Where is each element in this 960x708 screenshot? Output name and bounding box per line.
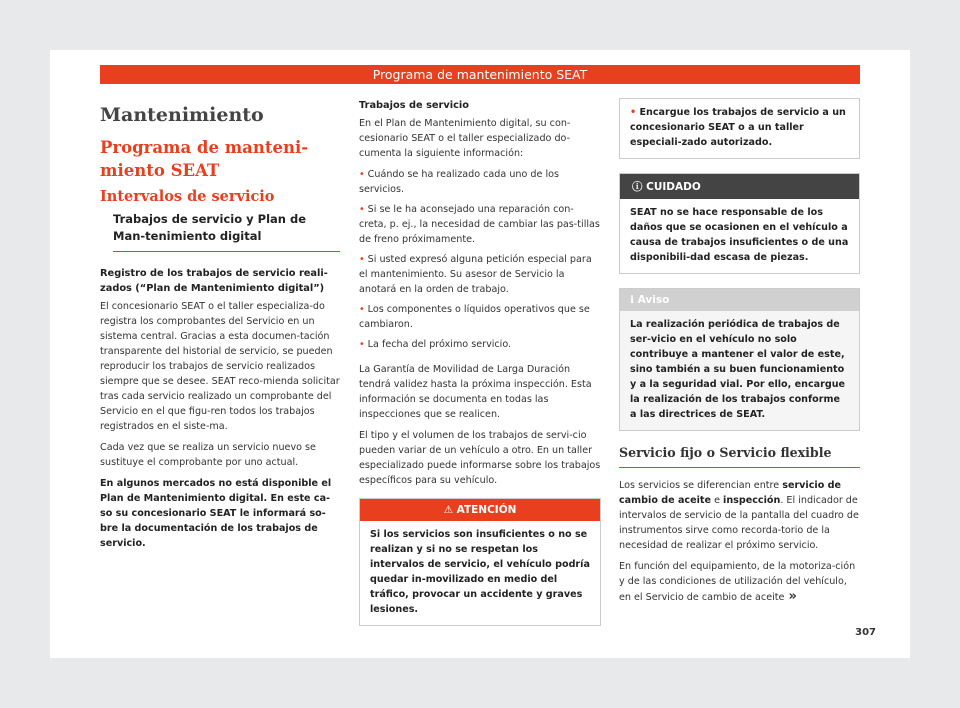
- caution-text: SEAT no se hace responsable de los daños que se ocasionen en el vehículo a causa de trabajos insuficientes o de una disponibili-dad escasa de piezas.: [630, 207, 849, 263]
- list-item: • La fecha del próximo servicio.: [359, 339, 512, 350]
- bullet-icon: •: [630, 107, 637, 118]
- bullet-icon: •: [359, 204, 365, 215]
- section-heading: Programa de manteni-miento SEAT: [100, 138, 309, 180]
- body-paragraph: En el Plan de Mantenimiento digital, su con-cesionario SEAT o el taller especializado do-cumenta la siguiente información:: [359, 118, 571, 159]
- section-title: Servicio fijo o Servicio flexible: [619, 445, 860, 468]
- body-paragraph: En función del equipamiento, de la motoriza-ción y de las condiciones de utilización del vehículo, en el Servicio de cambio de aceite »: [619, 561, 856, 604]
- continue-icon: »: [788, 589, 797, 604]
- bullet-icon: •: [359, 254, 365, 265]
- manual-page: [50, 50, 910, 658]
- list-item: • Si se le ha aconsejado una reparación con-creta, p. ej., la necesidad de cambiar las pas-tillas de freno próximamente.: [359, 204, 600, 245]
- page-number: 307: [855, 627, 876, 638]
- paragraph-title: Registro de los trabajos de servicio reali-zados (“Plan de Mantenimiento digital”): [100, 268, 328, 294]
- info-icon: ℹ: [630, 294, 634, 306]
- column-1: [100, 98, 340, 557]
- notice-box: [619, 288, 860, 431]
- body-paragraph: Los servicios se diferencian entre servicio de cambio de aceite e inspección. El indicador de intervalos de servicio de la pantalla del cuadro de instrumentos sirve como recorda-torio de la necesidad de realizar el próximo servicio.: [619, 480, 859, 551]
- caution-header: ⓘ CUIDADO: [620, 174, 859, 199]
- list-item: • Cuándo se ha realizado cada uno de los servicios.: [359, 169, 559, 195]
- body-paragraph: El tipo y el volumen de los trabajos de servi-cio pueden variar de un vehículo a otro. En un taller especializado puede informarse sobre los trabajos específicos para su vehículo.: [359, 430, 601, 486]
- caution-box: [619, 173, 860, 274]
- body-paragraph: El concesionario SEAT o el taller especializa-do registra los comprobantes del Servicio en un sistema central. Gracias a esta documen-tación transparente del historial de servicio, se pueden reproducir los trabajos de servicio realizados siempre que se desee. SEAT reco-mienda solicitar tras cada servicio realizado un comprobante del Servicio en el que figu-ren todos los trabajos registrados en el siste-ma.: [100, 301, 340, 432]
- chapter-title: Mantenimiento: [100, 104, 264, 126]
- subsection-heading: Intervalos de servicio: [100, 188, 275, 205]
- bullet-icon: •: [359, 304, 365, 315]
- warning-box-continued: • Encargue los trabajos de servicio a un concesionario SEAT o a un taller especiali-zado autorizado.: [619, 98, 860, 159]
- list-item: • Los componentes o líquidos operativos que se cambiaron.: [359, 304, 590, 330]
- body-paragraph-bold: En algunos mercados no está disponible el Plan de Mantenimiento digital. En este ca-so su concesionario SEAT le informará so-bre la documentación de los trabajos de servicio.: [100, 478, 332, 549]
- notice-text: La realización periódica de trabajos de ser-vicio en el vehículo no solo contribuye a mantener el valor de este, sino también a su buen funcionamiento y a la seguridad vial. Por ello, encargue la realización de los trabajos conforme a las directrices de SEAT.: [630, 319, 846, 420]
- body-paragraph: Cada vez que se realiza un servicio nuevo se sustituye el comprobante por uno actual.: [100, 442, 316, 468]
- bullet-icon: •: [359, 169, 365, 180]
- warning-box: [359, 498, 601, 626]
- page-header: Programa de mantenimiento SEAT: [100, 65, 860, 84]
- bullet-icon: •: [359, 339, 365, 350]
- notice-header: ℹ Aviso: [620, 289, 859, 311]
- column-3: [619, 98, 860, 611]
- warning-header: ⚠ ATENCIÓN: [360, 499, 600, 521]
- body-paragraph: La Garantía de Movilidad de Larga Duración tendrá validez hasta la próxima inspección. Esta información se documenta en todas las inspecciones que se realicen.: [359, 364, 592, 420]
- info-circle-icon: ⓘ: [632, 181, 643, 193]
- warning-text: Si los servicios son insuficientes o no se realizan y si no se respetan los intervalos de servicio, el vehículo podría quedar in-movilizado en medio del tráfico, provocar un accidente y graves lesiones.: [370, 529, 590, 615]
- column-2: [359, 98, 601, 640]
- topic-heading: Trabajos de servicio y Plan de Man-tenimiento digital: [113, 211, 340, 252]
- paragraph-title: Trabajos de servicio: [359, 100, 470, 111]
- warning-triangle-icon: ⚠: [443, 504, 453, 516]
- list-item: • Si usted expresó alguna petición especial para el mantenimiento. Su asesor de Servicio la anotará en la orden de trabajo.: [359, 254, 592, 295]
